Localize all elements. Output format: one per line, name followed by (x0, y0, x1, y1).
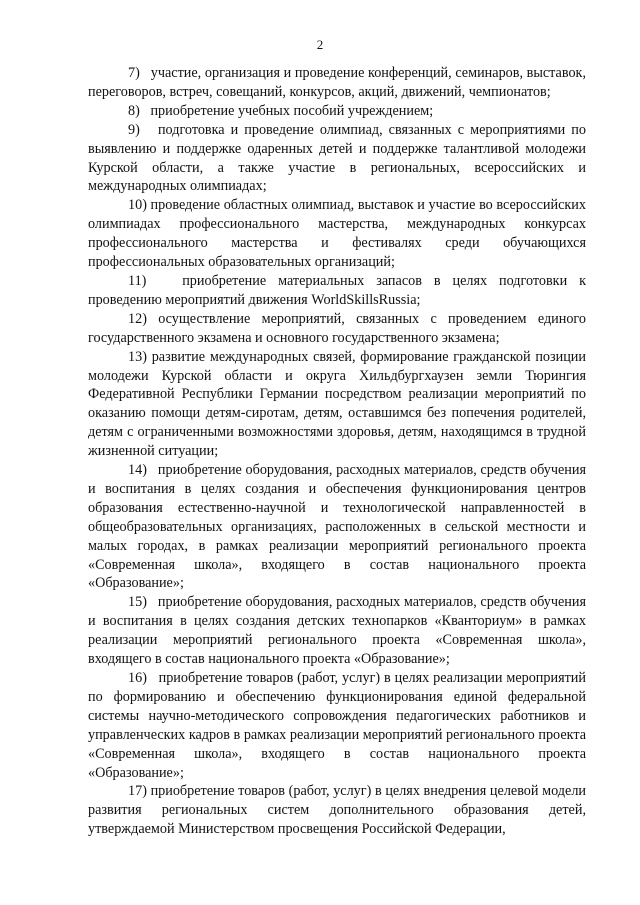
list-item-8: 8) приобретение учебных пособий учреждением; (128, 102, 434, 119)
list-item-17: 17) приобретение товаров (работ, услуг) в целях внедрения целевой модели развития региональных систем дополнительного образования детей, утверждаемой Министерством просвещения Российской Федерации, (88, 783, 586, 838)
list-item-15: 15) приобретение оборудования, расходных материалов, средств обучения и воспитания в целях создания детских технопарков «Кванториум» в рамках реализации мероприятий регионального проекта «Современная школа», входящего в состав национального проекта «Образование»; (88, 594, 586, 668)
list-item-7: 7) участие, организация и проведение конференций, семинаров, выставок, переговоров, встреч, совещаний, конкурсов, акций, движений, чемпионатов; (88, 65, 586, 100)
list-item-13: 13) развитие международных связей, формирование гражданской позиции молодежи Курской области и округа Хильдбургхаузен земли Тюрингия Федеративной Республики Германии посредством реализации мероприятий по оказанию помощи детям-сиротам, детям, оставшимся без попечения родителей, детям с ограниченными возможностями здоровья, детям, находящимся в трудной жизненной ситуации; (88, 348, 586, 460)
list-item-12: 12) осуществление мероприятий, связанных с проведением единого государственного экзамена и основного государственного экзамена; (88, 310, 586, 346)
document-body (88, 64, 586, 839)
list-item-16: 16) приобретение товаров (работ, услуг) в целях реализации мероприятий по формированию и обеспечению функционирования единой федеральной системы научно-методического сопровождения педагогических работников и управленческих кадров в рамках реализации мероприятий регионального проекта «Современная школа», входящего в состав национального проекта «Образование»; (88, 670, 586, 781)
page-number: 2 (316, 37, 324, 52)
list-item-9: 9) подготовка и проведение олимпиад, связанных с мероприятиями по выявлению и поддержке одаренных детей и поддержке талантливой молодежи Курской области, а также участие в региональных, всероссийских и международных олимпиадах; (88, 121, 586, 195)
list-item-10: 10) проведение областных олимпиад, выставок и участие во всероссийских олимпиадах профессионального мастерства, международных конкурсах профессионального мастерства и фестивалях среди обучающихся профессиональных образовательных организаций; (88, 197, 586, 271)
list-item-11: 11) приобретение материальных запасов в целях подготовки к проведению мероприятий движения WorldSkillsRussia; (88, 272, 586, 308)
list-item-14: 14) приобретение оборудования, расходных материалов, средств обучения и воспитания в целях создания и обеспечения функционирования центров образования естественно-научной и технологической направленностей в общеобразовательных организациях, расположенных в сельской местности и малых городах, в рамках реализации мероприятий регионального проекта «Современная школа», входящего в состав национального проекта «Образование»; (88, 462, 586, 592)
